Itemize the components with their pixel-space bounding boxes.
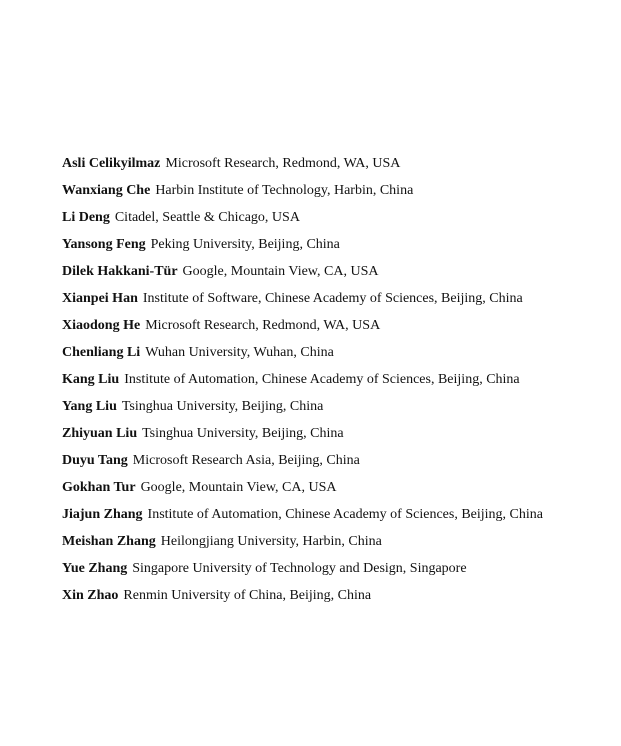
contributor-affiliation: Microsoft Research, Redmond, WA, USA [165,156,401,171]
contributor-entry [62,479,566,497]
contributor-entry [62,182,566,200]
contributor-name: Yang Liu [62,399,117,414]
contributor-name: Jiajun Zhang [62,507,143,522]
contributor-entry [62,236,566,254]
contributor-entry [62,425,566,443]
contributor-entry [62,317,566,335]
contributor-entry [62,371,566,389]
contributor-name: Xin Zhao [62,588,119,603]
contributor-affiliation: Google, Mountain View, CA, USA [140,480,337,495]
contributor-entry [62,533,566,551]
contributor-affiliation: Heilongjiang University, Harbin, China [160,534,382,549]
contributor-name: Dilek Hakkani-Tür [62,264,178,279]
contributor-name: Wanxiang Che [62,183,151,198]
contributor-affiliation: Peking University, Beijing, China [150,237,340,252]
contributor-name: Xianpei Han [62,291,138,306]
contributor-entry [62,560,566,578]
contributor-affiliation: Singapore University of Technology and Design, Singapore [132,561,467,576]
contributor-affiliation: Microsoft Research, Redmond, WA, USA [145,318,381,333]
contributor-entry [62,290,566,308]
contributor-affiliation: Citadel, Seattle & Chicago, USA [114,210,300,225]
contributor-affiliation: Wuhan University, Wuhan, China [145,345,334,360]
contributor-name: Yue Zhang [62,561,128,576]
contributor-affiliation: Institute of Automation, Chinese Academy of Sciences, Beijing, China [124,372,520,387]
contributor-name: Chenliang Li [62,345,141,360]
contributor-affiliation: Institute of Software, Chinese Academy of Sciences, Beijing, China [142,291,523,306]
contributor-name: Duyu Tang [62,453,128,468]
contributor-affiliation: Microsoft Research Asia, Beijing, China [132,453,360,468]
contributor-name: Kang Liu [62,372,120,387]
contributor-list [62,155,566,614]
contributor-name: Zhiyuan Liu [62,426,138,441]
contributor-entry [62,587,566,605]
contributor-affiliation: Tsinghua University, Beijing, China [121,399,324,414]
contributor-entry [62,452,566,470]
contributor-affiliation: Renmin University of China, Beijing, China [123,588,372,603]
contributor-entry [62,506,566,524]
contributor-affiliation: Google, Mountain View, CA, USA [182,264,379,279]
contributor-entry [62,344,566,362]
contributor-affiliation: Harbin Institute of Technology, Harbin, China [155,183,414,198]
contributor-affiliation: Institute of Automation, Chinese Academy of Sciences, Beijing, China [147,507,543,522]
contributor-entry [62,263,566,281]
contributor-entry [62,209,566,227]
contributor-name: Yansong Feng [62,237,146,252]
contributor-affiliation: Tsinghua University, Beijing, China [142,426,344,441]
contributor-entry [62,155,566,173]
contributor-name: Xiaodong He [62,318,141,333]
contributor-entry [62,398,566,416]
contributor-name: Li Deng [62,210,110,225]
contributor-name: Meishan Zhang [62,534,156,549]
contributor-name: Gokhan Tur [62,480,136,495]
contributor-name: Asli Celikyilmaz [62,156,161,171]
